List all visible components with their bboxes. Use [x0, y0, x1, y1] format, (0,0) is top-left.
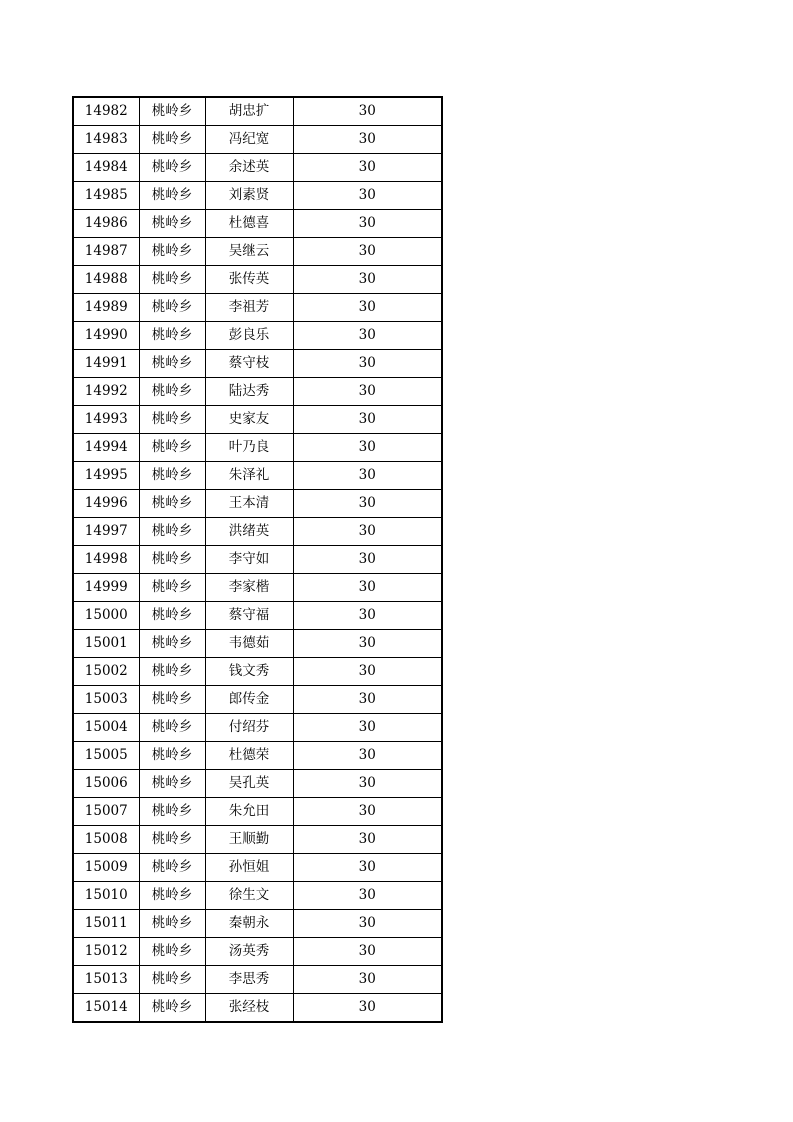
id-cell: 14998	[73, 546, 139, 574]
amount-cell: 30	[293, 826, 442, 854]
id-cell: 14997	[73, 518, 139, 546]
amount-cell: 30	[293, 854, 442, 882]
town-cell: 桃岭乡	[139, 126, 205, 154]
id-cell: 15001	[73, 630, 139, 658]
table-row	[73, 154, 442, 182]
id-cell: 14991	[73, 350, 139, 378]
table-row	[73, 546, 442, 574]
amount-cell: 30	[293, 798, 442, 826]
amount-cell: 30	[293, 546, 442, 574]
table-row	[73, 434, 442, 462]
name-cell: 李家楷	[205, 574, 293, 602]
id-cell: 15003	[73, 686, 139, 714]
id-cell: 15008	[73, 826, 139, 854]
amount-cell: 30	[293, 574, 442, 602]
town-cell: 桃岭乡	[139, 770, 205, 798]
amount-cell: 30	[293, 322, 442, 350]
id-cell: 15005	[73, 742, 139, 770]
id-cell: 14988	[73, 266, 139, 294]
amount-cell: 30	[293, 938, 442, 966]
name-cell: 叶乃良	[205, 434, 293, 462]
town-cell: 桃岭乡	[139, 518, 205, 546]
town-cell: 桃岭乡	[139, 490, 205, 518]
table-row	[73, 182, 442, 210]
town-cell: 桃岭乡	[139, 546, 205, 574]
name-cell: 洪绪英	[205, 518, 293, 546]
town-cell: 桃岭乡	[139, 854, 205, 882]
table-row	[73, 938, 442, 966]
table-row	[73, 406, 442, 434]
amount-cell: 30	[293, 714, 442, 742]
table-row	[73, 910, 442, 938]
id-cell: 14983	[73, 126, 139, 154]
table-row	[73, 658, 442, 686]
amount-cell: 30	[293, 434, 442, 462]
amount-cell: 30	[293, 462, 442, 490]
name-cell: 余述英	[205, 154, 293, 182]
town-cell: 桃岭乡	[139, 182, 205, 210]
amount-cell: 30	[293, 966, 442, 994]
id-cell: 14992	[73, 378, 139, 406]
town-cell: 桃岭乡	[139, 154, 205, 182]
name-cell: 朱允田	[205, 798, 293, 826]
town-cell: 桃岭乡	[139, 742, 205, 770]
id-cell: 14982	[73, 97, 139, 126]
town-cell: 桃岭乡	[139, 714, 205, 742]
table-row	[73, 97, 442, 126]
amount-cell: 30	[293, 658, 442, 686]
id-cell: 14995	[73, 462, 139, 490]
id-cell: 14986	[73, 210, 139, 238]
name-cell: 蔡守福	[205, 602, 293, 630]
amount-cell: 30	[293, 266, 442, 294]
amount-cell: 30	[293, 350, 442, 378]
amount-cell: 30	[293, 294, 442, 322]
id-cell: 14987	[73, 238, 139, 266]
amount-cell: 30	[293, 182, 442, 210]
name-cell: 李守如	[205, 546, 293, 574]
name-cell: 孙恒姐	[205, 854, 293, 882]
id-cell: 14984	[73, 154, 139, 182]
table-row	[73, 378, 442, 406]
name-cell: 张经枝	[205, 994, 293, 1023]
name-cell: 史家友	[205, 406, 293, 434]
id-cell: 14996	[73, 490, 139, 518]
id-cell: 15000	[73, 602, 139, 630]
town-cell: 桃岭乡	[139, 378, 205, 406]
town-cell: 桃岭乡	[139, 574, 205, 602]
id-cell: 15009	[73, 854, 139, 882]
table-row	[73, 602, 442, 630]
id-cell: 15007	[73, 798, 139, 826]
town-cell: 桃岭乡	[139, 266, 205, 294]
id-cell: 14994	[73, 434, 139, 462]
town-cell: 桃岭乡	[139, 798, 205, 826]
table-row	[73, 742, 442, 770]
name-cell: 韦德茹	[205, 630, 293, 658]
name-cell: 王顺勤	[205, 826, 293, 854]
id-cell: 14990	[73, 322, 139, 350]
amount-cell: 30	[293, 406, 442, 434]
name-cell: 徐生文	[205, 882, 293, 910]
name-cell: 张传英	[205, 266, 293, 294]
table-row	[73, 238, 442, 266]
name-cell: 付绍芬	[205, 714, 293, 742]
id-cell: 15012	[73, 938, 139, 966]
amount-cell: 30	[293, 518, 442, 546]
name-cell: 李思秀	[205, 966, 293, 994]
amount-cell: 30	[293, 686, 442, 714]
amount-cell: 30	[293, 378, 442, 406]
amount-cell: 30	[293, 238, 442, 266]
name-cell: 杜德喜	[205, 210, 293, 238]
roster-table	[72, 96, 443, 1023]
name-cell: 钱文秀	[205, 658, 293, 686]
id-cell: 15013	[73, 966, 139, 994]
town-cell: 桃岭乡	[139, 826, 205, 854]
name-cell: 汤英秀	[205, 938, 293, 966]
name-cell: 吴继云	[205, 238, 293, 266]
table-row	[73, 798, 442, 826]
town-cell: 桃岭乡	[139, 910, 205, 938]
name-cell: 刘素贤	[205, 182, 293, 210]
amount-cell: 30	[293, 97, 442, 126]
amount-cell: 30	[293, 994, 442, 1023]
table-row	[73, 882, 442, 910]
id-cell: 15002	[73, 658, 139, 686]
name-cell: 胡忠扩	[205, 97, 293, 126]
town-cell: 桃岭乡	[139, 882, 205, 910]
table-row	[73, 518, 442, 546]
table-row	[73, 350, 442, 378]
amount-cell: 30	[293, 126, 442, 154]
name-cell: 蔡守枝	[205, 350, 293, 378]
amount-cell: 30	[293, 490, 442, 518]
table-row	[73, 966, 442, 994]
town-cell: 桃岭乡	[139, 630, 205, 658]
town-cell: 桃岭乡	[139, 350, 205, 378]
table-row	[73, 294, 442, 322]
amount-cell: 30	[293, 154, 442, 182]
table-row	[73, 126, 442, 154]
name-cell: 彭良乐	[205, 322, 293, 350]
id-cell: 15010	[73, 882, 139, 910]
name-cell: 秦朝永	[205, 910, 293, 938]
name-cell: 王本清	[205, 490, 293, 518]
amount-cell: 30	[293, 630, 442, 658]
town-cell: 桃岭乡	[139, 434, 205, 462]
id-cell: 14985	[73, 182, 139, 210]
amount-cell: 30	[293, 210, 442, 238]
town-cell: 桃岭乡	[139, 602, 205, 630]
town-cell: 桃岭乡	[139, 462, 205, 490]
amount-cell: 30	[293, 882, 442, 910]
id-cell: 15011	[73, 910, 139, 938]
town-cell: 桃岭乡	[139, 210, 205, 238]
amount-cell: 30	[293, 910, 442, 938]
table-row	[73, 686, 442, 714]
id-cell: 14999	[73, 574, 139, 602]
town-cell: 桃岭乡	[139, 406, 205, 434]
table-row	[73, 490, 442, 518]
town-cell: 桃岭乡	[139, 938, 205, 966]
table-row	[73, 630, 442, 658]
town-cell: 桃岭乡	[139, 658, 205, 686]
table-row	[73, 854, 442, 882]
table-row	[73, 994, 442, 1023]
name-cell: 郎传金	[205, 686, 293, 714]
id-cell: 15006	[73, 770, 139, 798]
town-cell: 桃岭乡	[139, 238, 205, 266]
name-cell: 李祖芳	[205, 294, 293, 322]
town-cell: 桃岭乡	[139, 294, 205, 322]
table-row	[73, 826, 442, 854]
amount-cell: 30	[293, 742, 442, 770]
amount-cell: 30	[293, 770, 442, 798]
table-row	[73, 322, 442, 350]
id-cell: 14993	[73, 406, 139, 434]
name-cell: 陆达秀	[205, 378, 293, 406]
id-cell: 15004	[73, 714, 139, 742]
table-row	[73, 462, 442, 490]
id-cell: 14989	[73, 294, 139, 322]
name-cell: 吴孔英	[205, 770, 293, 798]
town-cell: 桃岭乡	[139, 686, 205, 714]
town-cell: 桃岭乡	[139, 97, 205, 126]
town-cell: 桃岭乡	[139, 322, 205, 350]
table-row	[73, 770, 442, 798]
amount-cell: 30	[293, 602, 442, 630]
table-row	[73, 210, 442, 238]
roster-table-body	[73, 97, 442, 1022]
name-cell: 朱泽礼	[205, 462, 293, 490]
town-cell: 桃岭乡	[139, 966, 205, 994]
name-cell: 冯纪宽	[205, 126, 293, 154]
id-cell: 15014	[73, 994, 139, 1023]
name-cell: 杜德荣	[205, 742, 293, 770]
table-row	[73, 266, 442, 294]
town-cell: 桃岭乡	[139, 994, 205, 1023]
table-row	[73, 574, 442, 602]
table-row	[73, 714, 442, 742]
